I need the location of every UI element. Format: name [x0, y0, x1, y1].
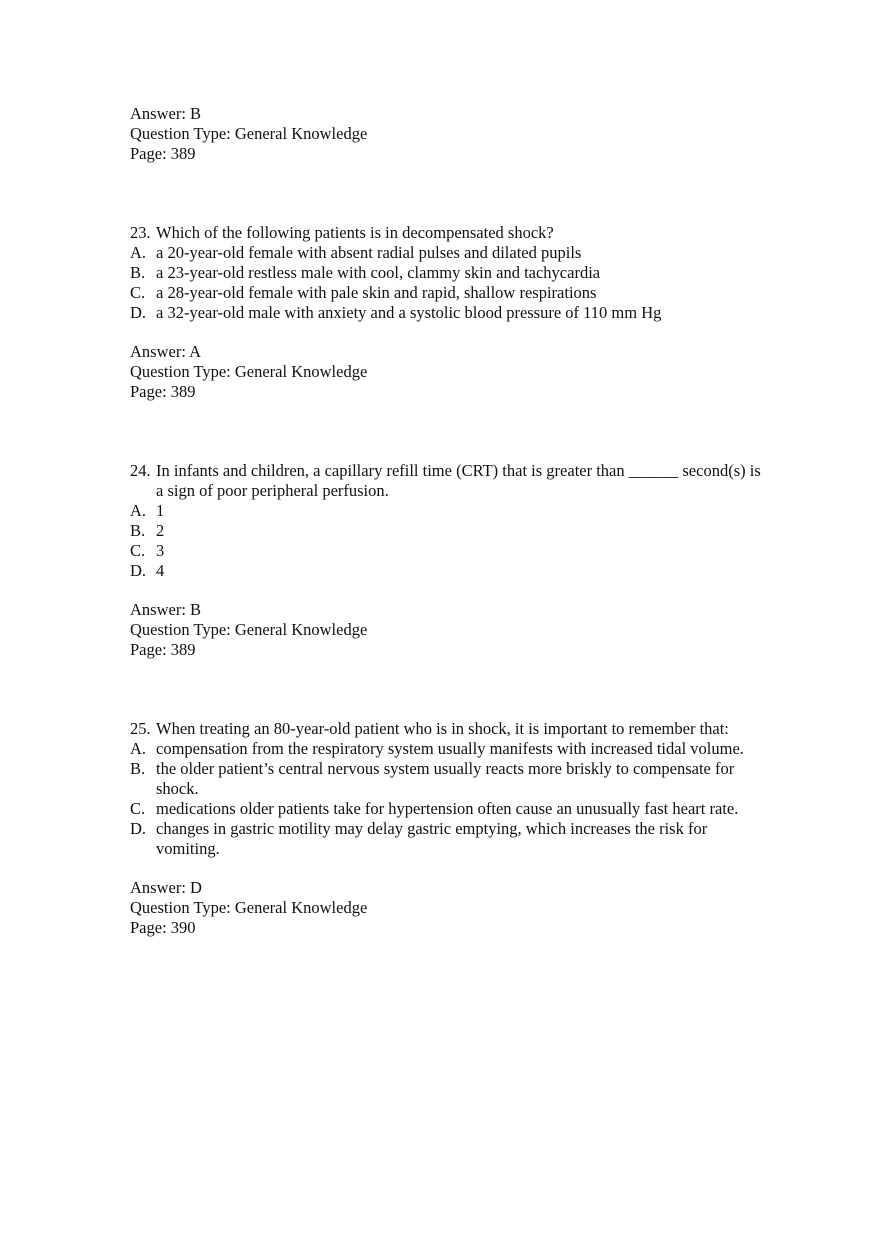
option-letter: A. — [130, 739, 147, 758]
option-letter: D. — [130, 303, 147, 322]
answer-block-22 — [130, 104, 770, 164]
option-letter: A. — [130, 501, 147, 520]
option-text: 4 — [156, 561, 165, 580]
option-text: a 28-year-old female with pale skin and rapid, shallow respirations — [156, 283, 597, 302]
option-text: 3 — [156, 541, 165, 560]
option-text: changes in gastric motility may delay gastric emptying, which increases the risk for vomiting. — [156, 819, 708, 858]
answer-block-23 — [130, 342, 770, 402]
answer-line: Answer: D — [130, 878, 202, 897]
option-text: 2 — [156, 521, 165, 540]
page-ref-line: Page: 389 — [130, 382, 196, 401]
answer-line: Answer: A — [130, 342, 202, 361]
option-a — [130, 243, 770, 263]
option-text: a 32-year-old male with anxiety and a systolic blood pressure of 110 mm Hg — [156, 303, 662, 322]
option-letter: A. — [130, 243, 147, 262]
option-d — [130, 819, 770, 859]
option-d — [130, 303, 770, 323]
option-b — [130, 263, 770, 283]
page-ref-line: Page: 389 — [130, 640, 196, 659]
question-type-line: Question Type: General Knowledge — [130, 124, 368, 143]
option-c — [130, 283, 770, 303]
question-type-line: Question Type: General Knowledge — [130, 898, 368, 917]
question-number: 25. — [130, 719, 151, 738]
option-text: 1 — [156, 501, 165, 520]
question-type-line: Question Type: General Knowledge — [130, 620, 368, 639]
option-d — [130, 561, 770, 581]
option-a — [130, 739, 770, 759]
option-letter: B. — [130, 263, 146, 282]
question-stem: Which of the following patients is in decompensated shock? — [156, 223, 554, 242]
page-ref-line: Page: 390 — [130, 918, 196, 937]
option-text: medications older patients take for hypertension often cause an unusually fast heart rate. — [156, 799, 739, 818]
question-stem: When treating an 80-year-old patient who is in shock, it is important to remember that: — [156, 719, 729, 738]
answer-line: Answer: B — [130, 104, 202, 123]
option-text: compensation from the respiratory system usually manifests with increased tidal volume. — [156, 739, 744, 758]
option-letter: B. — [130, 521, 146, 540]
question-number: 23. — [130, 223, 151, 242]
question-stem: In infants and children, a capillary refill time (CRT) that is greater than ______ second(s) is a sign of poor peripheral perfusion. — [156, 461, 761, 500]
question-type-line: Question Type: General Knowledge — [130, 362, 368, 381]
option-c — [130, 541, 770, 561]
option-b — [130, 521, 770, 541]
option-text: the older patient’s central nervous system usually reacts more briskly to compensate for shock. — [156, 759, 735, 798]
question-stem-row — [130, 223, 770, 243]
option-c — [130, 799, 770, 819]
question-25 — [130, 719, 770, 938]
option-letter: C. — [130, 283, 146, 302]
option-letter: D. — [130, 819, 147, 838]
page-ref-line: Page: 389 — [130, 144, 196, 163]
answer-block-25 — [130, 878, 770, 938]
answer-block-24 — [130, 600, 770, 660]
document-page — [130, 104, 770, 938]
option-text: a 20-year-old female with absent radial pulses and dilated pupils — [156, 243, 582, 262]
question-23 — [130, 223, 770, 402]
answer-line: Answer: B — [130, 600, 202, 619]
option-a — [130, 501, 770, 521]
question-24 — [130, 461, 770, 660]
option-letter: C. — [130, 541, 146, 560]
question-stem-row — [130, 461, 770, 501]
option-letter: B. — [130, 759, 146, 778]
option-b — [130, 759, 770, 799]
option-text: a 23-year-old restless male with cool, clammy skin and tachycardia — [156, 263, 601, 282]
question-number: 24. — [130, 461, 151, 480]
option-letter: D. — [130, 561, 147, 580]
question-stem-row — [130, 719, 770, 739]
option-letter: C. — [130, 799, 146, 818]
